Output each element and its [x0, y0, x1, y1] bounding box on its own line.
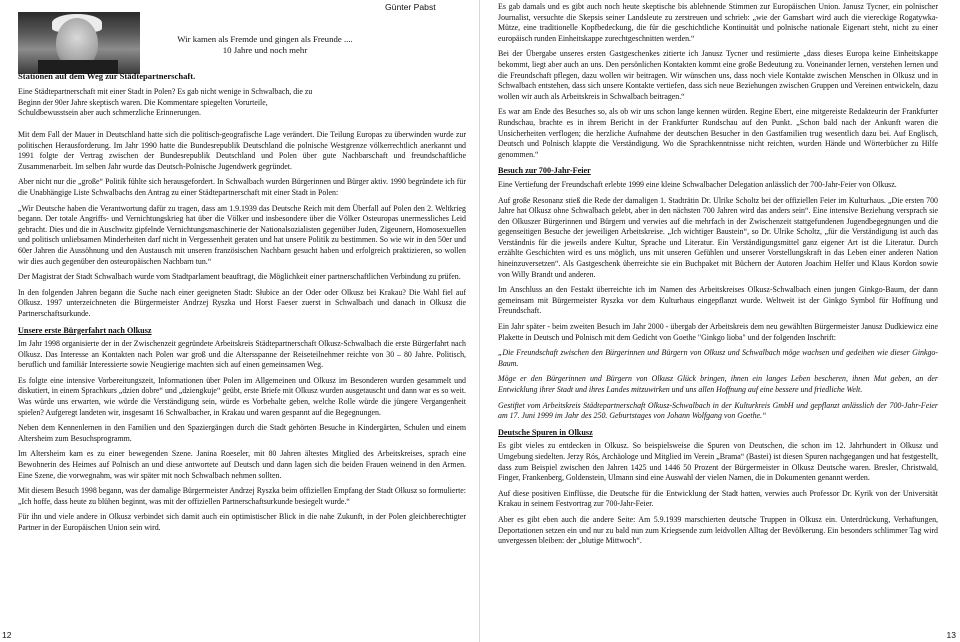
paragraph: Im Anschluss an den Festakt überreichte ich im Namen des Arbeitskreises Olkusz-Schwalbach einen jungen Ginkgo-Baum, der dann gemeinsam mit Bürgermeister Ryszka vor dem Kulturhaus eingepflanzt wurde. Weltweit ist der Ginkgo Symbol für Hoffnung und Freundschaft. — [498, 285, 938, 316]
article-headline — [150, 34, 380, 55]
paragraph: In den folgenden Jahren begann die Suche nach einer geeigneten Stadt: Słubice an der Oder oder Olkusz bei Krakau? Die Wahl fiel auf Olkusz. 1997 unterzeichneten die Bürgermeister Andrzej Ryszka und Horst Faeser zuerst in Schwalbach und danach in Olkusz die Partnerschaftsurkunde. — [18, 287, 466, 318]
paragraph: Für ihn und viele andere in Olkusz verbindet sich damit auch ein optimistischer Blick in die nahe Zukunft, in der Polen gleichberechtigter Partner in der Europäischen Union sein wird. — [18, 512, 466, 532]
paragraph: Der Magistrat der Stadt Schwalbach wurde vom Stadtparlament beauftragt, die Möglichkeit einer partnerschaftlichen Verbindung zu prüfen. — [18, 272, 461, 282]
article-intro: Eine Städtepartnerschaft mit einer Stadt in Polen? Es gab nicht wenige in Schwalbach, die zu Beginn der 90er Jahre skeptisch waren. Die Kommentare spiegelten Vorurteile, Schuldbewusstsein aber auch schmerzliche Erinnerungen. — [18, 87, 313, 117]
quote-paragraph: „Wir Deutsche haben die Verantwortung dafür zu tragen, dass am 1.9.1939 das Deutsche Reich mit dem Überfall auf Polen den 2. Weltkrieg begann. Der totale Angriffs- und Vernichtungskrieg hat über die Völker und insbesondere über die Völker Osteuropas unermessliches Leid gebracht. Dies und die in Auschwitz gipfelnde Vernichtungsmaschinerie der Nationalsozialisten gegenüber Juden, Zigeunern, Homosexuellen und politisch unliebsamen Minderheiten darf nicht in Vergessenheit geraten und hat unsere Politik zu bestimmen. So wie wir in den 50er und 60er Jahren die Aussöhnung und den Austausch mit unseren französischen Nachbarn gesucht haben und erfolgreich praktizieren, so wollen wir dies auch gegenüber den osteuropäischen Nachbarn tun.“ — [18, 203, 466, 266]
headline-line-1: Wir kamen als Fremde und gingen als Freunde .... — [177, 34, 353, 44]
page-number-left: 12 — [2, 630, 12, 640]
article-subheading: Stationen auf dem Weg zur Städtepartnerschaft. — [18, 71, 196, 81]
paragraph: Mit diesem Besuch 1998 begann, was der damalige Bürgermeister Andrzej Ryszka beim offiziellen Empfang der Stadt Olkusz so formulierte: „Ich hoffe, dass heute zu blühen beginnt, was mit der offiziellen Partnerschaftsurkunde besiegelt wurde.“ — [18, 486, 466, 506]
paragraph: Im Jahr 1998 organisierte der in der Zwischenzeit gegründete Arbeitskreis Städtepartnerschaft Olkusz-Schwalbach die erste Bürgerfahrt nach Olkusz. Das Interesse an Kontakten nach Polen war groß und die Altersspanne der Reiseteilnehmer reichte von 30 – 80 Jahre. Politisch, beruflich und familiär Interessierte sowie Neugierige machten sich auf einen gemeinsamen Weg. — [18, 339, 466, 370]
paragraph: Bei der Übergabe unseres ersten Gastgeschenkes zitierte ich Janusz Tycner und resümierte „dass dieses Europa keine Einheitskappe bekommt, liegt aber auch an uns. Den persönlichen Kontakten kommt eine große Bedeutung zu. Voneinander lernen, verstehen lernen und die Freundschaft pflegen, dazu wollen wir beitragen. Wir wünschen uns, dass noch viele Kontakte zwischen Menschen in Olkusz und in Schwalbach entstehen, dass sich unsere Kontakte vertiefen, dass sich neue Beziehungen zwischen Gruppen und Vereinen entwickeln, dazu wollen wir auch als Arbeitskreis in Schwalbach beitragen.“ — [498, 49, 938, 101]
paragraph: Neben dem Kennenlernen in den Familien und den Spaziergängen durch die Stadt gehörten Besuche in Kindergärten, Schulen und einem Altersheim zum Besuchsprogramm. — [18, 423, 466, 443]
left-body-text — [18, 130, 466, 539]
right-body-text — [498, 2, 938, 552]
paragraph: Aber es gibt eben auch die andere Seite: Am 5.9.1939 marschierten deutsche Truppen in Olkusz ein. Unterdrückung, Verhaftungen, Deportationen setzen ein und nur zu bald nun zum Kriegsende zum leidvollen Alltag der Bevölkerung. Ein besonders schlimmer Tag wird unvergessen bleiben: der „blutige Mittwoch“. — [498, 514, 938, 546]
page-number-right: 13 — [946, 630, 956, 640]
inscription-paragraph — [498, 401, 938, 422]
inscription-paragraph — [498, 374, 938, 395]
headline-line-2: 10 Jahre und noch mehr — [222, 44, 308, 55]
section-heading: Deutsche Spuren in Olkusz — [498, 427, 593, 437]
inscription-text: „Die Freundschaft zwischen den Bürgerinnen und Bürgern von Olkusz und Schwalbach möge wachsen und gedeihen wie dieser Ginkgo-Baum. — [498, 348, 938, 368]
author-name: Günter Pabst — [385, 2, 436, 12]
paragraph: Es gibt vieles zu entdecken in Olkusz. So beispielsweise die Spuren von Deutschen, die schon im 12. Jahrhundert in Olkusz und Umgebung siedelten. Jerzy Rós, Archäologe und Mitglied im Verein „Brama“ (Bastei) ist diesen Spuren nachgegangen und hat festgestellt, dass zum Beispiel zwischen den Jahren 1425 und 1446 50 Prozent der Bürgermeister in Olkusz Deutsche waren. Bresler, Christwald, Finger, Frankenberg, Goldenstein, Ulmann sind eine Auswahl der vielen Namen, die in Dokumenten genannt werden. — [498, 441, 938, 483]
paragraph: Im Altersheim kam es zu einer bewegenden Szene. Janina Roeseler, mit 80 Jahren ältestes Mitglied des Arbeitskreises, sprach eine Bewohnerin des Heimes auf Polnisch an und diese antwortete auf Deutsch und dann lagen sich die beiden Frauen weinend in den Armen. Eine Szene, die vorwegnahm, was wir später mit noch Schwalbach nehmen sollten. — [18, 449, 466, 480]
inscription-text: Möge er den Bürgerinnen und Bürgern von Olkusz Glück bringen, ihnen ein langes Leben bescheren, ihnen Mut geben, an der Entwicklung ihrer Stadt und ihres Landes mitzuwirken und uns allen Hoffnung auf eine bessere und friedliche Welt. — [498, 374, 938, 394]
paragraph: Auf große Resonanz stieß die Rede der damaligen 1. Stadträtin Dr. Ulrike Scholtz bei der offiziellen Feier im Kulturhaus. „Die ersten 700 Jahre hat Olkusz ohne Schwalbach gelebt, aber in den nächsten 700 Jahren wird das anders sein“. Eine intensive Beziehung versprach sie den Olkuszer Bürgerinnen und Bürgern und verwies auf die mehrfach in der Zwischenzeit stattgefundenen Jugendbegegnungen und die gegenseitigen Besuche der jeweiligen Arbeitskreise. „Ich wichtiger Baustein“, so Dr. Ulrike Scholtz, „für die Verständigung ist auch das Verständnis für die jeweils andere Kultur, Sprache und Literatur. Ein Verständigungsmittel ganz eigener Art ist die Literatur. Durch erzählte Geschichten wird es uns möglich, uns mit unseren Gefühlen und unserer Vorstellungskraft in das Leben einer anderen Nation hineinzuversetzen“. Als Gastgeschenk überreichte sie ein Buchpaket mit Büchern der Autoren Joachim Helfer und Klaus Kordon sowie von Willy Brandt und anderen. — [498, 195, 938, 279]
section-heading: Unsere erste Bürgerfahrt nach Olkusz — [18, 325, 152, 335]
paragraph: Ein Jahr später - beim zweiten Besuch im Jahr 2000 - übergab der Arbeitskreis dem neu gewählten Bürgermeister Janusz Dudkiewicz eine Plakette in Deutsch und Polnisch mit dem Gedicht von Goethe "Ginkgo lioba" und der folgenden Inschrift: — [498, 322, 938, 342]
inscription-text: Gestiftet vom Arbeitskreis Städtepartnerschaft Olkusz-Schwalbach in der Kulturkreis GmbH und gepflanzt anlässlich der 700-Jahr-Feier am 17. Juni 1999 im Jahr des 250. Geburtstages von Johann Wolfgang von Goethe.“ — [498, 400, 938, 421]
section-heading: Besuch zur 700-Jahr-Feier — [498, 166, 591, 176]
author-photo — [18, 12, 140, 74]
paragraph: Es gab damals und es gibt auch noch heute skeptische bis ablehnende Stimmen zur Europäischen Union. Janusz Tycner, ein polnischer Journalist, versuchte die Skepsis seiner Landsleute zu zerstreuen und schrieb: „wie der Gamsbart wird auch die viereckige Rogatywka-Mütze, eine traditionelle Kopfbedeckung, die für die geschichtliche Kontinuität und polnische nationale Eigenart steht, nicht zu einer europäisch runden Einheitskappe zurechtgeschnitten werden.“ — [498, 2, 938, 43]
paragraph: Es war am Ende des Besuches so, als ob wir uns schon lange kennen würden. Regine Ebert, eine mitgereiste Redakteurin der Frankfurter Rundschau, brachte es in ihrem Bericht in der Frankfurter Rundschau auf den Punkt. „Schon bald nach der Ankunft waren die Unsicherheiten verflogen; die herzliche Aufnahme der deutschen Besucher in den Gastfamilien trug wesentlich dazu bei. Auf Englisch, Deutsch und Polnisch klappte die Verständigung. Wo die Sprachkenntnisse nicht reichten, wurden Hände und Wörterbücher zu Hilfe genommen.“ — [498, 107, 938, 159]
inscription-paragraph — [498, 348, 938, 369]
paragraph: Eine Vertiefung der Freundschaft erlebte 1999 eine kleine Schwalbacher Delegation anlässlich der 700-Jahr-Feier von Olkusz. — [498, 179, 897, 189]
paragraph: Aber nicht nur die „große“ Politik fühlte sich herausgefordert. In Schwalbach wurden Bürgerinnen und Bürger aktiv. 1990 begründete ich für die Unabhängige Liste Schwalbachs den Antrag zu einer Städtepartnerschaft mit einer Stadt in Polen: — [18, 177, 466, 197]
paragraph: Auf diese positiven Einflüsse, die Deutsche für die Entwicklung der Stadt hatten, verwies auch Professor Dr. Kyrik von der Universität Krakau in seinem Festvortrag zur 700-Jahr-Feier. — [498, 488, 938, 509]
paragraph: Es folgte eine intensive Vorbereitungszeit, Informationen über Polen im Allgemeinen und Olkusz im Besonderen wurden gesammelt und diskutiert, in einem Sprachkurs „dzien dobre“ und „dziengkuje“ geübt, erste Briefe mit Olkusz wurden ausgetauscht und dann war es so weit. Was würde uns erwarten, wie würde die Verständigung sein, würde es Vorbehalte geben, welche Rolle würde die jüngere Vergangenheit spielen? Aufgeregt landeten wir, insgesamt 16 Schwalbacher, in Krakau und waren gespannt auf die Begegnungen. — [18, 375, 466, 417]
paragraph: Mit dem Fall der Mauer in Deutschland hatte sich die politisch-geografische Lage verändert. Die Teilung Europas zu überwinden wurde zur politischen Herausforderung. Im Jahr 1990 hatte die Bundesrepublik Deutschland die polnische Westgrenze völkerrechtlich anerkannt und 1991 folgte der Vertrag zwischen der Bundesrepublik Deutschland und Polen über gute Nachbarschaft und freundschaftliche Zusammenarbeit. Im selben Jahr wurde das Deutsch-Polnische Jugendwerk gegründet. — [18, 130, 466, 171]
right-page — [480, 0, 960, 642]
